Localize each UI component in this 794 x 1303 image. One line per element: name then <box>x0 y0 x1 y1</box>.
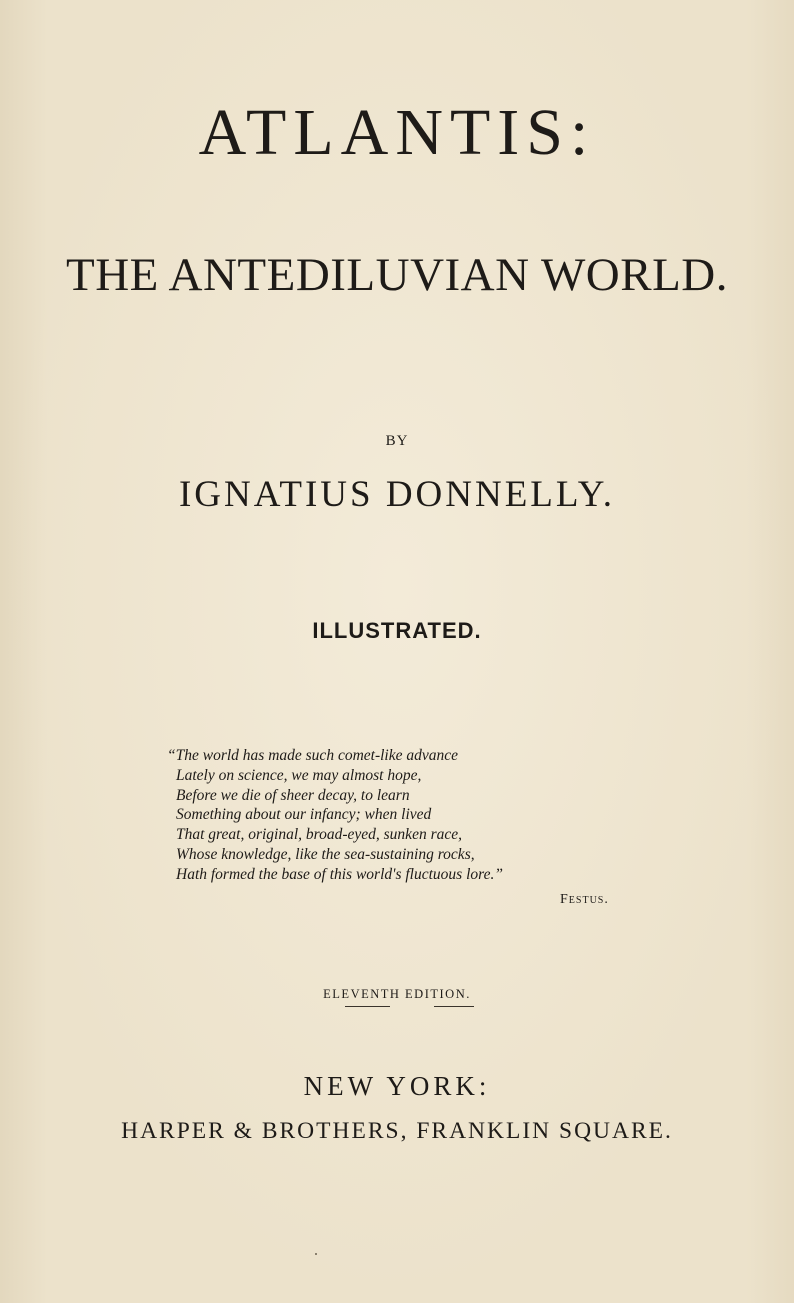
edition-underline-left <box>345 1006 390 1007</box>
epigraph-line: Whose knowledge, like the sea-sustaining rocks, <box>176 845 475 863</box>
by-label: BY <box>385 433 409 449</box>
book-title: ATLANTIS: <box>198 96 596 169</box>
edition-label: ELEVENTH EDITION. <box>323 987 471 1001</box>
book-subtitle: THE ANTEDILUVIAN WORLD. <box>66 249 728 301</box>
epigraph-line: Lately on science, we may almost hope, <box>176 766 422 784</box>
epigraph-line: Hath formed the base of this world's fluctuous lore.” <box>176 865 503 883</box>
epigraph-line: Something about our infancy; when lived <box>176 806 432 824</box>
edition-underline-right <box>434 1006 474 1007</box>
publisher-imprint: HARPER & BROTHERS, FRANKLIN SQUARE. <box>121 1118 673 1144</box>
author-name: IGNATIUS DONNELLY. <box>178 474 616 515</box>
epigraph-line: Before we die of sheer decay, to learn <box>176 786 410 804</box>
illustrated-label: ILLUSTRATED. <box>312 618 482 643</box>
epigraph-line: “The world has made such comet-like advance <box>167 747 458 764</box>
epigraph-attribution: Festus. <box>560 892 609 907</box>
publication-city: NEW YORK: <box>303 1071 491 1101</box>
epigraph <box>167 746 637 885</box>
paper-speck <box>315 1253 317 1255</box>
epigraph-line: That great, original, broad-eyed, sunken race, <box>176 826 462 844</box>
